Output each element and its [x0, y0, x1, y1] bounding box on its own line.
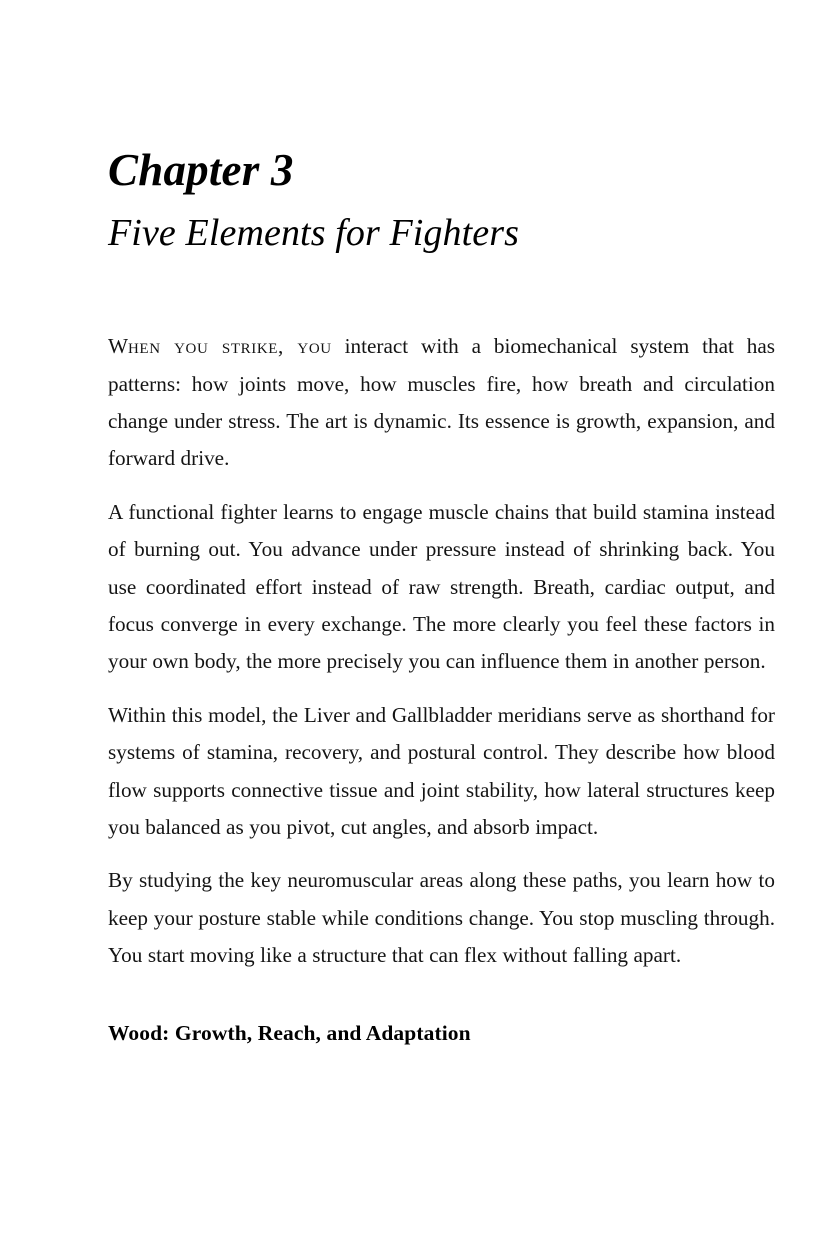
chapter-title: Five Elements for Fighters [108, 211, 520, 254]
text-column [108, 0, 775, 1048]
chapter-number: Chapter 3 [108, 145, 294, 195]
paragraph-1-rest: interact with a biomechanical system that has patterns: how joints move, how muscles fire, how breath and circulation change under stress. The art is dynamic. Its essence is growth, expansion, and forward drive. [108, 334, 775, 471]
paragraph-1 [108, 328, 775, 478]
lead-in-small-caps: hen you strike, you [128, 334, 332, 359]
body-copy [108, 328, 775, 975]
lead-in-initial: W [108, 334, 128, 359]
section-subheading: Wood: Growth, Reach, and Adaptation [108, 1020, 471, 1045]
paragraph-3: Within this model, the Liver and Gallbladder meridians serve as shorthand for systems of stamina, recovery, and postural control. They describe how blood flow supports connective tissue and joint stability, how lateral structures keep you balanced as you pivot, cut angles, and absorb impact. [108, 702, 775, 840]
paragraph-4: By studying the key neuromuscular areas along these paths, you learn how to keep your posture stable while conditions change. You stop muscling through. You start moving like a structure that can flex without falling apart. [108, 868, 775, 968]
paragraph-2: A functional fighter learns to engage muscle chains that build stamina instead of burning out. You advance under pressure instead of shrinking back. You use coordinated effort instead of raw strength. Breath, cardiac output, and focus converge in every exchange. The more clearly you feel these factors in your own body, the more precisely you can influence them in another person. [108, 499, 775, 674]
paragraph-lead-in [108, 334, 332, 358]
chapter-heading-block [108, 0, 775, 256]
